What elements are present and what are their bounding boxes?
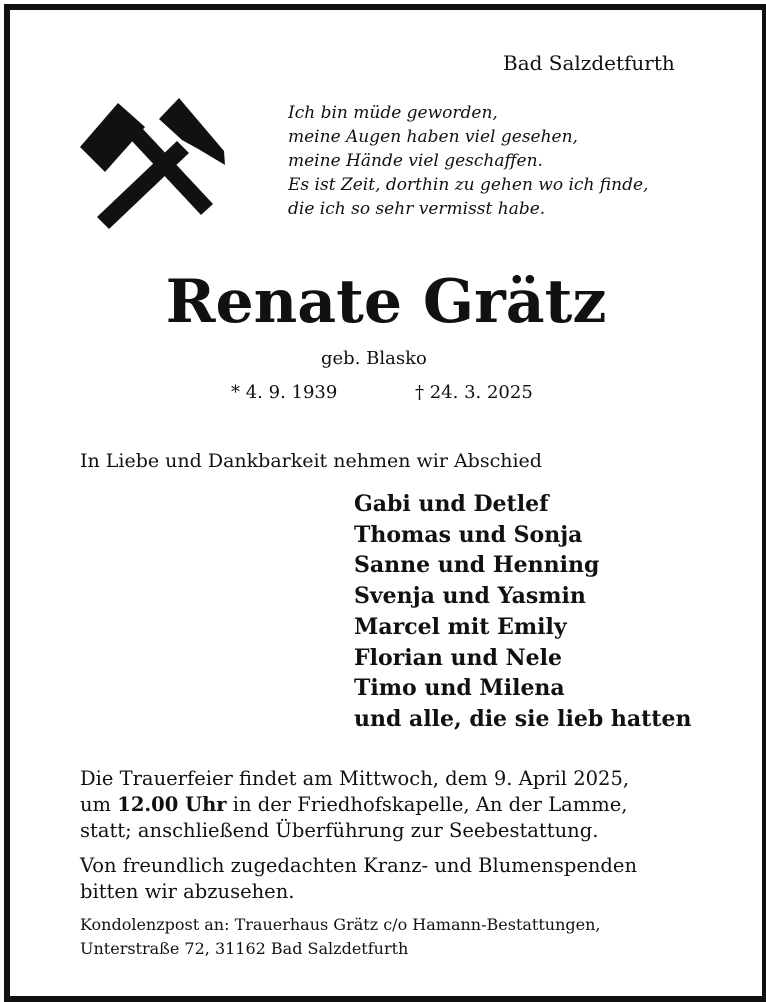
poem-line: Es ist Zeit, dorthin zu gehen wo ich finde,	[288, 175, 649, 195]
death-date: † 24. 3. 2025	[415, 382, 533, 403]
place-name: Bad Salzdetfurth	[503, 51, 675, 75]
farewell-intro: In Liebe und Dankbarkeit nehmen wir Abschied	[80, 450, 542, 472]
family-list	[354, 489, 691, 735]
service-prefix: um	[80, 793, 118, 816]
flowers-note	[80, 853, 637, 905]
birth-date: * 4. 9. 1939	[231, 382, 338, 403]
service-time: 12.00 Uhr	[117, 793, 227, 816]
family-member: Thomas und Sonja	[354, 521, 583, 548]
condolence-address	[80, 913, 600, 961]
flowers-line: bitten wir abzusehen.	[80, 880, 295, 903]
family-member: und alle, die sie lieb hatten	[354, 705, 692, 732]
family-member: Florian und Nele	[354, 644, 563, 671]
poem-line: meine Hände viel geschaffen.	[288, 151, 543, 171]
flowers-line: Von freundlich zugedachten Kranz- und Blumenspenden	[80, 854, 638, 877]
family-member: Marcel mit Emily	[354, 613, 567, 640]
service-location: in der Friedhofskapelle, An der Lamme,	[226, 793, 628, 816]
deceased-name: Renate Grätz	[165, 267, 607, 337]
service-line	[80, 792, 629, 818]
poem-line: meine Augen haben viel gesehen,	[288, 127, 578, 147]
obituary-notice	[4, 4, 766, 1002]
family-member: Svenja und Yasmin	[354, 583, 586, 610]
service-line: statt; anschließend Überführung zur Seebestattung.	[80, 819, 599, 842]
poem	[288, 101, 648, 221]
service-info	[80, 766, 629, 844]
address-line: Unterstraße 72, 31162 Bad Salzdetfurth	[80, 939, 409, 958]
poem-line: Ich bin müde geworden,	[288, 103, 498, 123]
family-member: Sanne und Henning	[354, 552, 600, 579]
poem-line: die ich so sehr vermisst habe.	[288, 199, 546, 219]
service-line: Die Trauerfeier findet am Mittwoch, dem 9. April 2025,	[80, 767, 630, 790]
family-member: Timo und Milena	[354, 675, 565, 702]
hammer-and-pick-icon	[72, 89, 232, 229]
maiden-name: geb. Blasko	[321, 348, 427, 369]
address-line: Kondolenzpost an: Trauerhaus Grätz c/o Hamann-Bestattungen,	[80, 915, 601, 934]
family-member: Gabi und Detlef	[354, 491, 549, 517]
